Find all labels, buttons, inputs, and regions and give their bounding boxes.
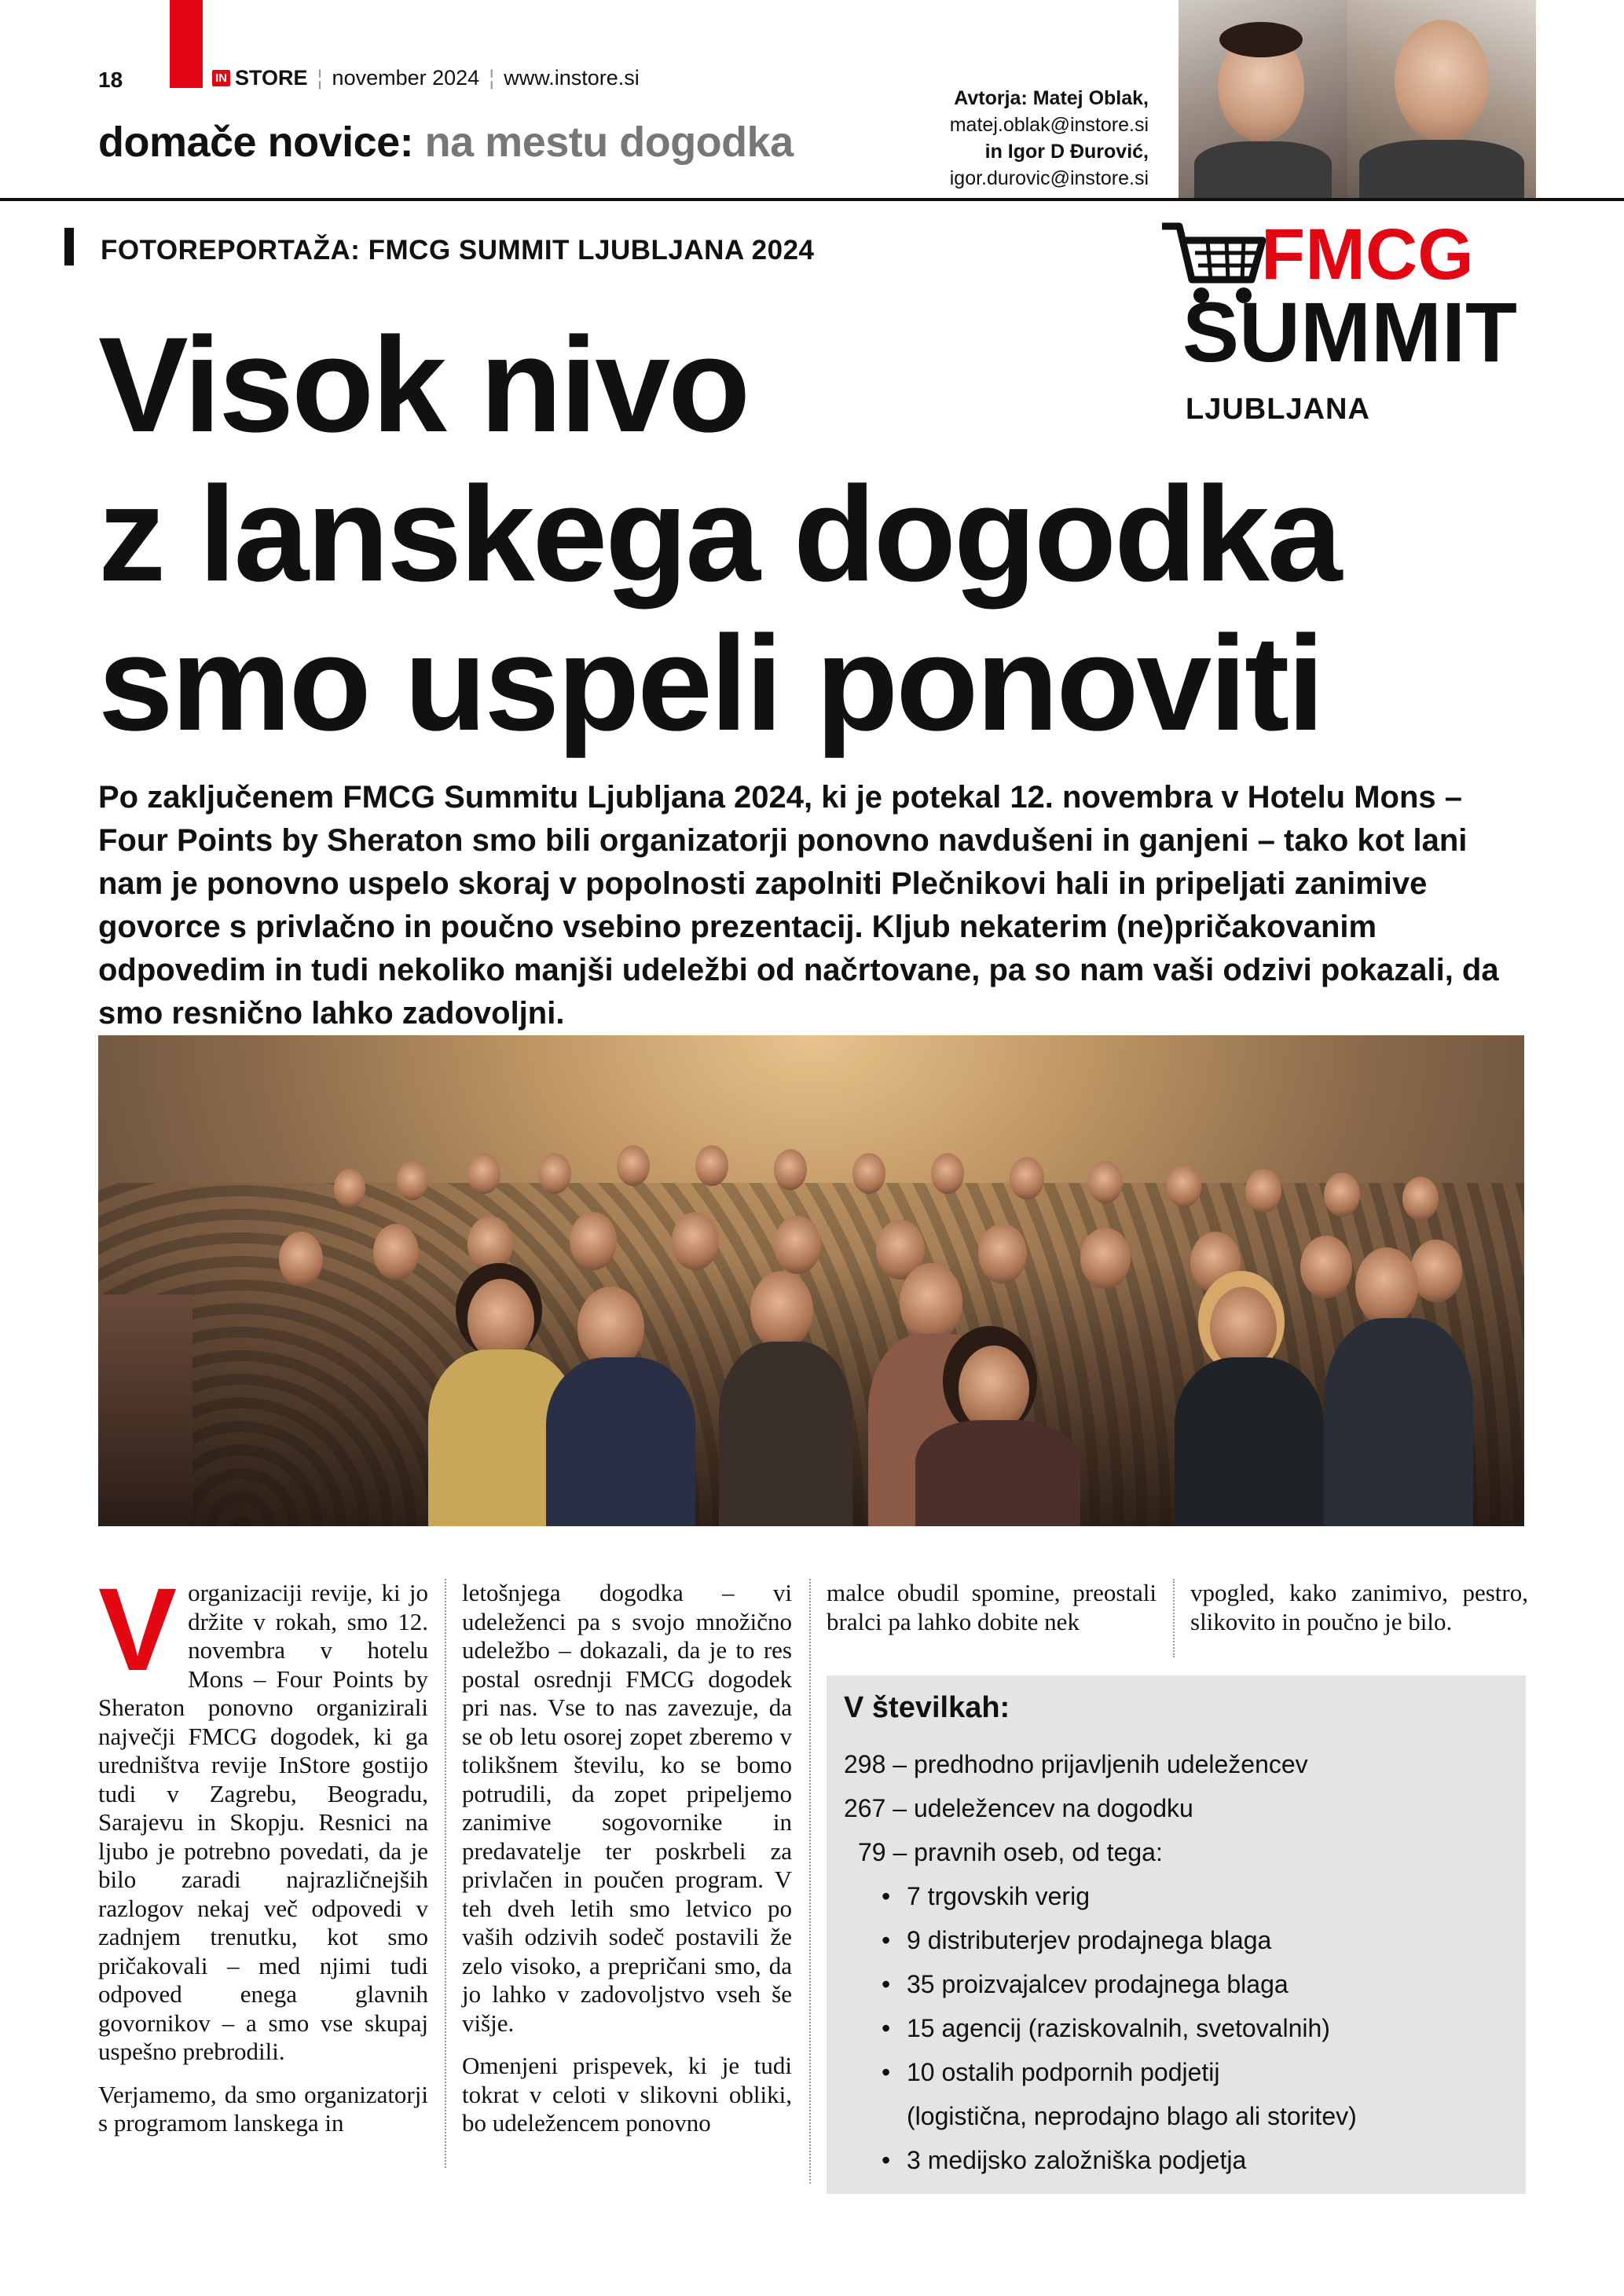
stat-attendees: 267 – udeležencev na dogodku	[844, 1794, 1193, 1822]
issue-date: november 2024	[332, 66, 480, 90]
instore-logo-in: IN	[212, 70, 230, 86]
column-divider	[445, 1579, 446, 2168]
author-1-email[interactable]: matej.oblak@instore.si	[949, 114, 1149, 136]
drop-cap: V	[98, 1563, 178, 1695]
stats-title: V številkah:	[844, 1691, 1010, 1724]
list-item: • 3 medijsko založniška podjetja	[907, 2138, 1357, 2182]
stat-companies: 79 – pravnih oseb, od tega:	[858, 1838, 1163, 1866]
subsection-label: na mestu dogodka	[424, 119, 794, 166]
column-divider	[809, 1579, 811, 2184]
instore-logo-store: STORE	[235, 66, 308, 90]
body-paragraph: Vorganizaciji revije, ki jo držite v rokah, smo 12. novembra v hotelu Mons – Four Points by Sheraton ponovno organizirali največji FMCG dogodek, ki ga uredništva revije InStore gostijo tudi v Zagrebu, Beogradu, Sarajevu in Skopju. Resnici na ljubo je potrebno povedati, da je bilo zaradi najrazličnejših razlogov nekaj več odpovedi v zadnjem trenutku, kot smo pričakovali – med njimi tudi odpoved enega glavnih govornikov – a smo vse skupaj uspešno prebrodili.	[98, 1563, 428, 2065]
logo-summit: SUMMIT	[1182, 284, 1517, 379]
page-number: 18	[98, 68, 123, 92]
author-2: in Igor D Đurović,	[984, 141, 1149, 163]
body-column-1	[98, 1563, 428, 2152]
author-2-email[interactable]: igor.durovic@instore.si	[949, 167, 1149, 189]
body-paragraph: vpogled, kako zanimivo, pestro, slikovito in poučno je bilo.	[1190, 1579, 1528, 1635]
body-column-2	[462, 1579, 792, 2152]
body-paragraph: letošnjega dogodka – vi udeleženci pa s svojo množično udeležbo – dokazali, da je to res postal osrednji FMCG dogodek pri nas. Vse to nas zavezuje, da se ob letu osorej zopet zberemo v tolikšnem številu, ko se bomo potrudili, da zopet pripeljemo zanimive sogovornike in predavatelje ter poskrbeli za privlačen in poučen program. V teh dveh letih smo letvico po vaših odzivih sodeč postavili že zelo visoko, a prepričani smo, da jo lahko v zadovoljstvo vseh še višje.	[462, 1579, 792, 2037]
body-paragraph: Omenjeni prispevek, ki je tudi tokrat v celoti v slikovni obliki, bo udeležencem ponovno	[462, 2052, 792, 2137]
author-1: Avtorja: Matej Oblak,	[954, 87, 1149, 109]
logo-fmcg: FMCG	[1261, 214, 1474, 295]
website-link[interactable]: www.instore.si	[504, 66, 640, 90]
column-divider	[1173, 1579, 1175, 1657]
list-item: • 9 distributerjev prodajnega blaga	[907, 1918, 1357, 1962]
separator: ¦	[317, 66, 323, 90]
logo-city: LJUBLJANA	[1186, 393, 1370, 426]
audience-photo	[98, 1035, 1524, 1526]
stats-list	[844, 1742, 1357, 2182]
separator: ¦	[489, 66, 495, 90]
header-rule	[0, 198, 1624, 201]
fmcg-summit-logo	[1159, 214, 1536, 430]
list-item: • 35 proizvajalcev prodajnega blaga	[907, 1962, 1357, 2006]
kicker-bar	[64, 228, 74, 265]
section-label: domače novice:	[98, 119, 414, 166]
body-paragraph: malce obudil spomine, preostali bralci pa lahko dobite nek	[827, 1579, 1157, 1635]
body-column-4	[1190, 1579, 1528, 1650]
headline-line-3: smo uspeli ponoviti	[98, 608, 1323, 759]
lead-paragraph: Po zaključenem FMCG Summitu Ljubljana 2024, ki je potekal 12. novembra v Hotelu Mons – Four Points by Sheraton smo bili organizatorji ponovno navdušeni in ganjeni – tako kot lani nam je ponovno uspelo skoraj v popolnosti zapolniti Plečnikovi hali in pripeljati zanimive govorce s privlačno in poučno vsebino prezentacij. Kljub nekaterim (ne)pričakovanim odpovedim in tudi nekoliko manjši udeležbi od načrtovane, pa so nam vaši odzivi pokazali, da smo resnično lahko zadovoljni.	[98, 780, 1499, 1031]
list-item-continuation: (logistična, neprodajno blago ali storitev)	[907, 2102, 1357, 2130]
headline-line-1: Visok nivo	[98, 309, 749, 460]
author-photo-2	[1347, 0, 1536, 198]
stats-breakdown	[844, 1874, 1357, 2182]
author-photo-1	[1179, 0, 1347, 198]
list-item: • 7 trgovskih verig	[907, 1874, 1357, 1918]
authors-block	[950, 85, 1149, 192]
list-item: • 10 ostalih podpornih podjetij	[907, 2050, 1357, 2094]
red-tab	[170, 0, 203, 88]
section-title	[98, 118, 794, 167]
headline-line-2: z lanskega dogodka	[98, 459, 1340, 610]
stat-registered: 298 – predhodno prijavljenih udeležencev	[844, 1750, 1308, 1778]
stats-box	[827, 1675, 1526, 2194]
body-column-3	[827, 1579, 1157, 1650]
list-item: • 15 agencij (raziskovalnih, svetovalnih)	[907, 2006, 1357, 2050]
magazine-info	[212, 66, 640, 90]
kicker: FOTOREPORTAŽA: FMCG SUMMIT LJUBLJANA 2024	[101, 235, 815, 265]
body-paragraph: Verjamemo, da smo organizatorji s programom lanskega in	[98, 2080, 428, 2137]
